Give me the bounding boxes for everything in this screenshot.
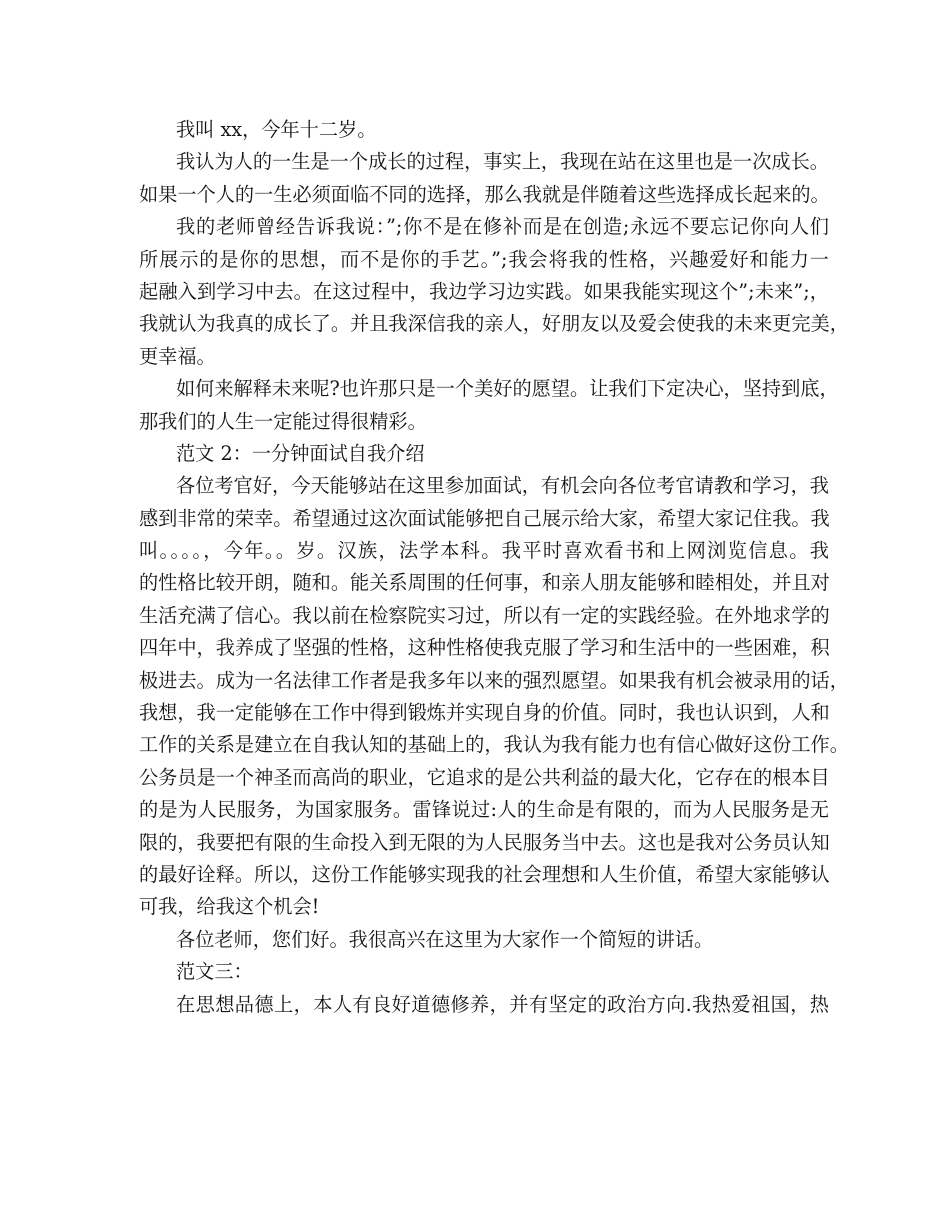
- document-line: 更幸福。: [139, 344, 216, 368]
- document-line: 的最好诠释。所以，这份工作能够实现我的社会理想和人生价值，希望大家能够认: [139, 862, 830, 886]
- document-line: 起融入到学习中去。在这过程中，我边学习边实践。如果我能实现这个”;未来”;，: [139, 279, 829, 303]
- document-line: 范文三：: [176, 960, 253, 984]
- document-line: 那我们的人生一定能过得很精彩。: [139, 409, 427, 433]
- document-line: 四年中，我养成了坚强的性格，这种性格使我克服了学习和生活中的一些困难，积: [139, 636, 830, 660]
- document-line: 我的老师曾经告诉我说：”;你不是在修补而是在创造;永远不要忘记你向人们: [176, 215, 829, 239]
- document-line: 生活充满了信心。我以前在检察院实习过，所以有一定的实践经验。在外地求学的: [139, 603, 830, 627]
- document-line: 如何来解释未来呢?也许那只是一个美好的愿望。让我们下定决心，坚持到底，: [176, 377, 839, 401]
- document-line: 范文 2：一分钟面试自我介绍: [176, 441, 425, 465]
- document-line: 在思想品德上，本人有良好道德修养，并有坚定的政治方向.我热爱祖国，热: [176, 992, 829, 1016]
- document-line: 所展示的是你的思想，而不是你的手艺。”;我会将我的性格，兴趣爱好和能力一: [139, 247, 829, 271]
- document-line: 我认为人的一生是一个成长的过程，事实上，我现在站在这里也是一次成长。: [176, 150, 829, 174]
- document-line: 我就认为我真的成长了。并且我深信我的亲人，好朋友以及爱会使我的未来更完美，: [139, 312, 849, 336]
- document-line: 可我，给我这个机会!: [139, 895, 320, 919]
- document-line: 的是为人民服务，为国家服务。雷锋说过:人的生命是有限的，而为人民服务是无: [139, 798, 829, 822]
- document-line: 如果一个人的一生必须面临不同的选择，那么我就是伴随着这些选择成长起来的。: [139, 182, 830, 206]
- document-line: 各位老师，您们好。我很高兴在这里为大家作一个简短的讲话。: [176, 927, 714, 951]
- document-line: 各位考官好，今天能够站在这里参加面试，有机会向各位考官请教和学习，我: [176, 474, 829, 498]
- document-line: 的性格比较开朗，随和。能关系周围的任何事，和亲人朋友能够和睦相处，并且对: [139, 571, 830, 595]
- document-line: 我想，我一定能够在工作中得到锻炼并实现自身的价值。同时，我也认识到，人和: [139, 701, 830, 725]
- document-line: 极进去。成为一名法律工作者是我多年以来的强烈愿望。如果我有机会被录用的话，: [139, 668, 849, 692]
- document-line: 我叫 xx，今年十二岁。: [176, 118, 377, 141]
- document-line: 限的，我要把有限的生命投入到无限的为人民服务当中去。这也是我对公务员认知: [139, 830, 830, 854]
- document-line: 感到非常的荣幸。希望通过这次面试能够把自己展示给大家，希望大家记住我。我: [139, 506, 830, 530]
- document-line: 工作的关系是建立在自我认知的基础上的，我认为我有能力也有信心做好这份工作。: [139, 733, 849, 757]
- document-line: 叫。。。。，今年。。岁。汉族，法学本科。我平时喜欢看书和上网浏览信息。我: [139, 539, 829, 563]
- document-body: [139, 114, 849, 1021]
- document-line: 公务员是一个神圣而高尚的职业，它追求的是公共利益的最大化，它存在的根本目: [139, 765, 830, 789]
